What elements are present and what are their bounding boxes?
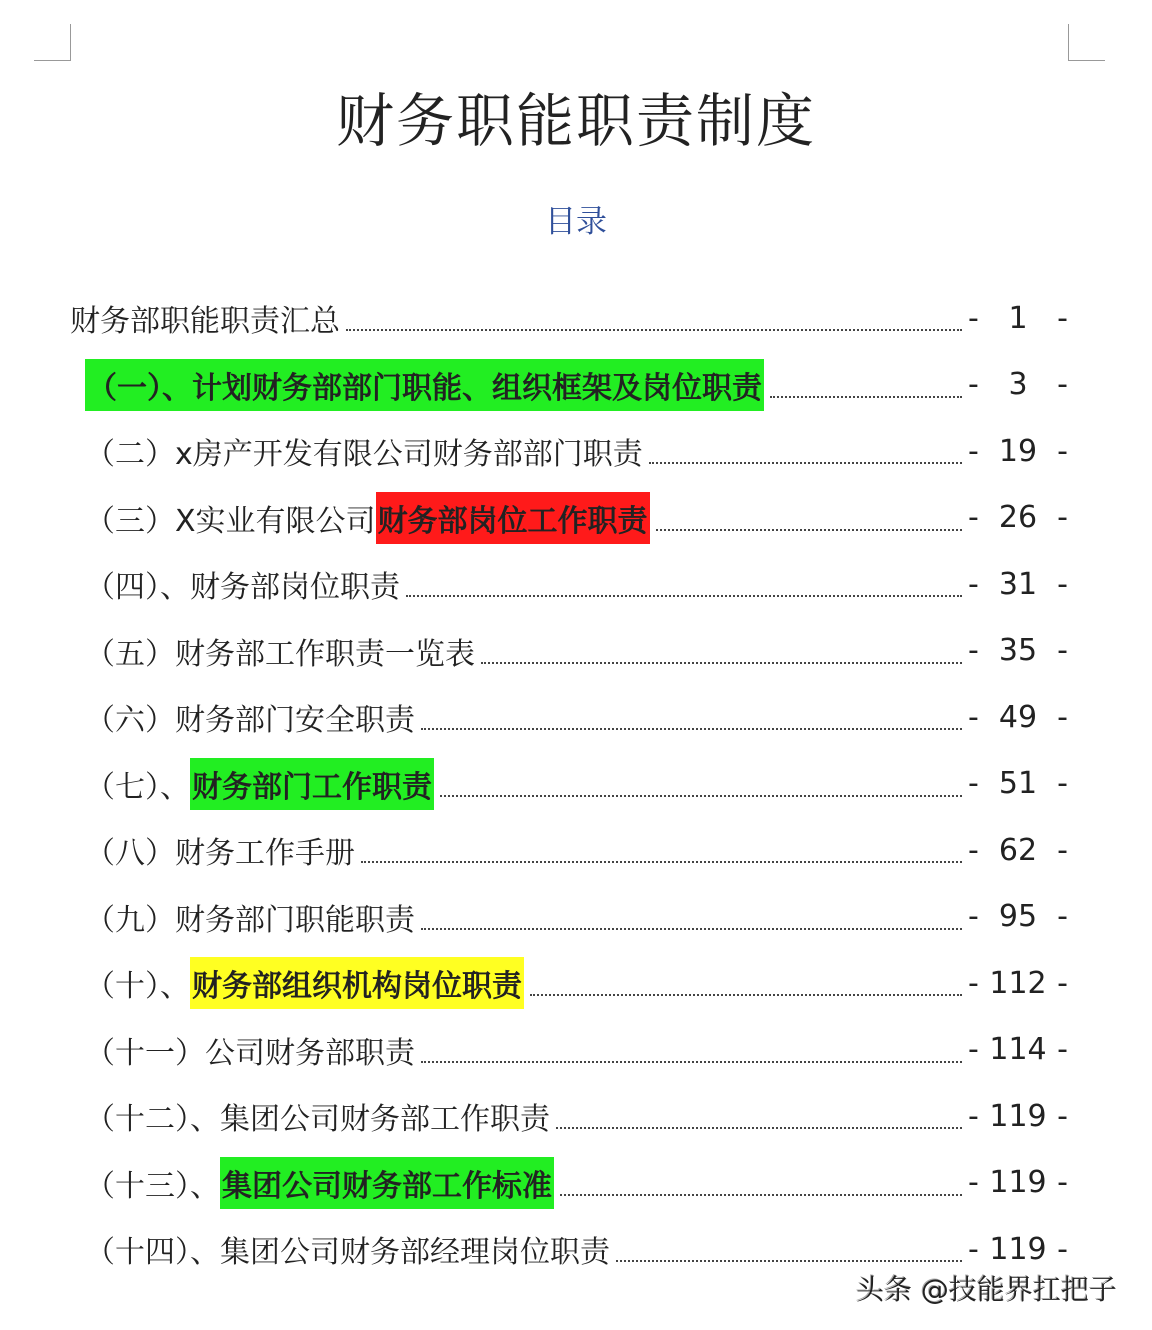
toc-entry-title	[85, 429, 643, 473]
page-number: 119	[989, 1165, 1047, 1200]
page-number: 112	[989, 965, 1047, 1001]
toc-entry-highlight: 财务部岗位工作职责	[376, 492, 650, 544]
dot-leader	[770, 396, 962, 398]
toc-entry-text: （九）财务部门职能职责	[85, 902, 415, 938]
toc-page-number	[968, 567, 1068, 602]
toc-entry[interactable]	[85, 754, 1068, 814]
toc-entry[interactable]	[85, 953, 1068, 1013]
dot-leader	[560, 1194, 962, 1196]
toc-entry-title	[85, 492, 650, 544]
page-dash: -	[1057, 1165, 1068, 1200]
toc-entry-text: （四）、财务部岗位职责	[85, 570, 400, 605]
page-number: 19	[998, 433, 1038, 469]
dot-leader	[440, 795, 962, 797]
dot-leader	[649, 462, 962, 464]
page-corner-mark-top-left	[34, 24, 71, 61]
dot-leader	[421, 928, 962, 930]
page-dash: -	[1057, 1231, 1068, 1267]
dot-leader	[556, 1127, 962, 1129]
page-dash: -	[968, 1165, 979, 1200]
toc-entry[interactable]	[85, 1153, 1068, 1213]
toc-entry-text: （五）财务部工作职责一览表	[85, 636, 475, 672]
dot-leader	[656, 529, 962, 531]
dot-leader	[406, 595, 962, 597]
toc-entry-title	[85, 758, 434, 810]
page-dash: -	[1057, 633, 1068, 668]
toc-entry-title	[85, 629, 475, 673]
page-dash: -	[1057, 433, 1068, 469]
toc-page-number	[968, 633, 1068, 668]
page-number: 35	[998, 633, 1038, 668]
toc-entry-title	[85, 1227, 610, 1271]
toc-entry-title	[85, 1028, 415, 1072]
page-number: 1	[1008, 300, 1028, 336]
page-dash: -	[968, 433, 979, 469]
toc-entry[interactable]	[85, 421, 1068, 481]
toc-entry-text: （三）X实业有限公司	[85, 503, 376, 539]
toc-page-number	[968, 367, 1068, 402]
toc-page-number	[968, 899, 1068, 934]
page-dash: -	[1057, 300, 1068, 336]
page-corner-mark-top-right	[1068, 24, 1105, 61]
toc-entry-text: 财务部职能职责汇总	[70, 304, 340, 339]
toc-entry-text: （六）财务部门安全职责	[85, 703, 415, 738]
toc-page-number	[968, 1165, 1068, 1200]
page-dash: -	[1057, 699, 1068, 735]
page-number: 62	[998, 832, 1038, 868]
page-number: 3	[1008, 367, 1028, 402]
toc-entry[interactable]	[85, 820, 1068, 880]
toc-entry-highlight: （一）、计划财务部部门职能、组织框架及岗位职责	[85, 359, 764, 411]
toc-entry-title	[85, 1157, 554, 1209]
toc-entry-title	[85, 828, 355, 872]
page-dash: -	[968, 367, 979, 402]
dot-leader	[530, 994, 962, 996]
toc-page-number	[968, 766, 1068, 801]
toc-page-number	[968, 1032, 1068, 1067]
toc-page-number	[968, 700, 1068, 735]
watermark: 头条 @技能界扛把子	[856, 1273, 1117, 1306]
page-dash: -	[968, 500, 979, 535]
page-dash: -	[1057, 566, 1068, 602]
page-dash: -	[1057, 500, 1068, 535]
toc-entry-highlight: 财务部组织机构岗位职责	[190, 957, 524, 1009]
dot-leader	[421, 728, 962, 730]
page-dash: -	[968, 633, 979, 668]
page-dash: -	[1057, 965, 1068, 1001]
page-dash: -	[968, 899, 979, 934]
page-dash: -	[968, 832, 979, 868]
page-number: 119	[989, 1231, 1047, 1267]
page-number: 26	[998, 500, 1038, 535]
toc-entry-text: （二）x房产开发有限公司财务部部门职责	[85, 437, 643, 472]
toc-entry[interactable]	[85, 488, 1068, 548]
dot-leader	[616, 1260, 962, 1262]
dot-leader	[361, 861, 962, 863]
toc-entry-text: （十三）、	[85, 1168, 220, 1204]
toc-page-number	[968, 966, 1068, 1001]
toc-entry-title	[85, 359, 764, 411]
toc-entry-highlight: 财务部门工作职责	[190, 758, 434, 810]
toc-entry[interactable]	[85, 687, 1068, 747]
page-dash: -	[968, 1032, 979, 1067]
page-dash: -	[1057, 1098, 1068, 1134]
page-dash: -	[968, 300, 979, 336]
toc-page-number	[968, 833, 1068, 868]
toc-page-number	[968, 301, 1068, 336]
toc-entry-text: （七）、	[85, 769, 190, 805]
page-dash: -	[968, 566, 979, 602]
toc-entry-text: （十）、	[85, 969, 190, 1004]
page-number: 114	[989, 1032, 1047, 1067]
toc-entry-highlight: 集团公司财务部工作标准	[220, 1157, 554, 1209]
page-number: 31	[998, 566, 1038, 602]
toc-entry-title	[85, 957, 524, 1009]
toc-page-number	[968, 434, 1068, 469]
toc-entry-title	[85, 1094, 550, 1138]
toc-page-number	[968, 1232, 1068, 1267]
toc-entry[interactable]	[85, 887, 1068, 947]
page-dash: -	[968, 699, 979, 735]
toc-entry[interactable]	[85, 621, 1068, 681]
page-dash: -	[968, 1098, 979, 1134]
toc-entry-text: （十四）、集团公司财务部经理岗位职责	[85, 1235, 610, 1270]
page-dash: -	[968, 766, 979, 801]
page-number: 119	[989, 1098, 1047, 1134]
document-title: 财务职能职责制度	[335, 87, 816, 155]
toc-entry[interactable]	[85, 1086, 1068, 1146]
toc-entry-title	[85, 895, 415, 939]
page-dash: -	[968, 1231, 979, 1267]
toc-entry-title	[70, 296, 340, 340]
toc-entry-text: （八）财务工作手册	[85, 836, 355, 871]
page-dash: -	[1057, 899, 1068, 934]
page-number: 95	[998, 899, 1038, 934]
dot-leader	[481, 662, 962, 664]
toc-entry-title	[85, 695, 415, 739]
toc-entry[interactable]	[85, 554, 1068, 614]
page-dash: -	[1057, 832, 1068, 868]
page-number: 51	[998, 766, 1038, 801]
toc-page-number	[968, 500, 1068, 535]
page-number: 49	[998, 699, 1038, 735]
toc-page-number	[968, 1099, 1068, 1134]
page-dash: -	[1057, 367, 1068, 402]
toc-entry-text: （十一）公司财务部职责	[85, 1035, 415, 1071]
toc-entry[interactable]	[85, 355, 1068, 415]
toc-entry[interactable]	[85, 1020, 1068, 1080]
page-dash: -	[1057, 766, 1068, 801]
toc-entry-title	[85, 562, 400, 606]
toc-entry-text: （十二）、集团公司财务部工作职责	[85, 1102, 550, 1137]
page-dash: -	[968, 965, 979, 1001]
toc-heading: 目录	[545, 204, 607, 240]
dot-leader	[421, 1061, 962, 1063]
toc-entry[interactable]	[70, 288, 1068, 348]
page-dash: -	[1057, 1032, 1068, 1067]
dot-leader	[346, 329, 962, 331]
